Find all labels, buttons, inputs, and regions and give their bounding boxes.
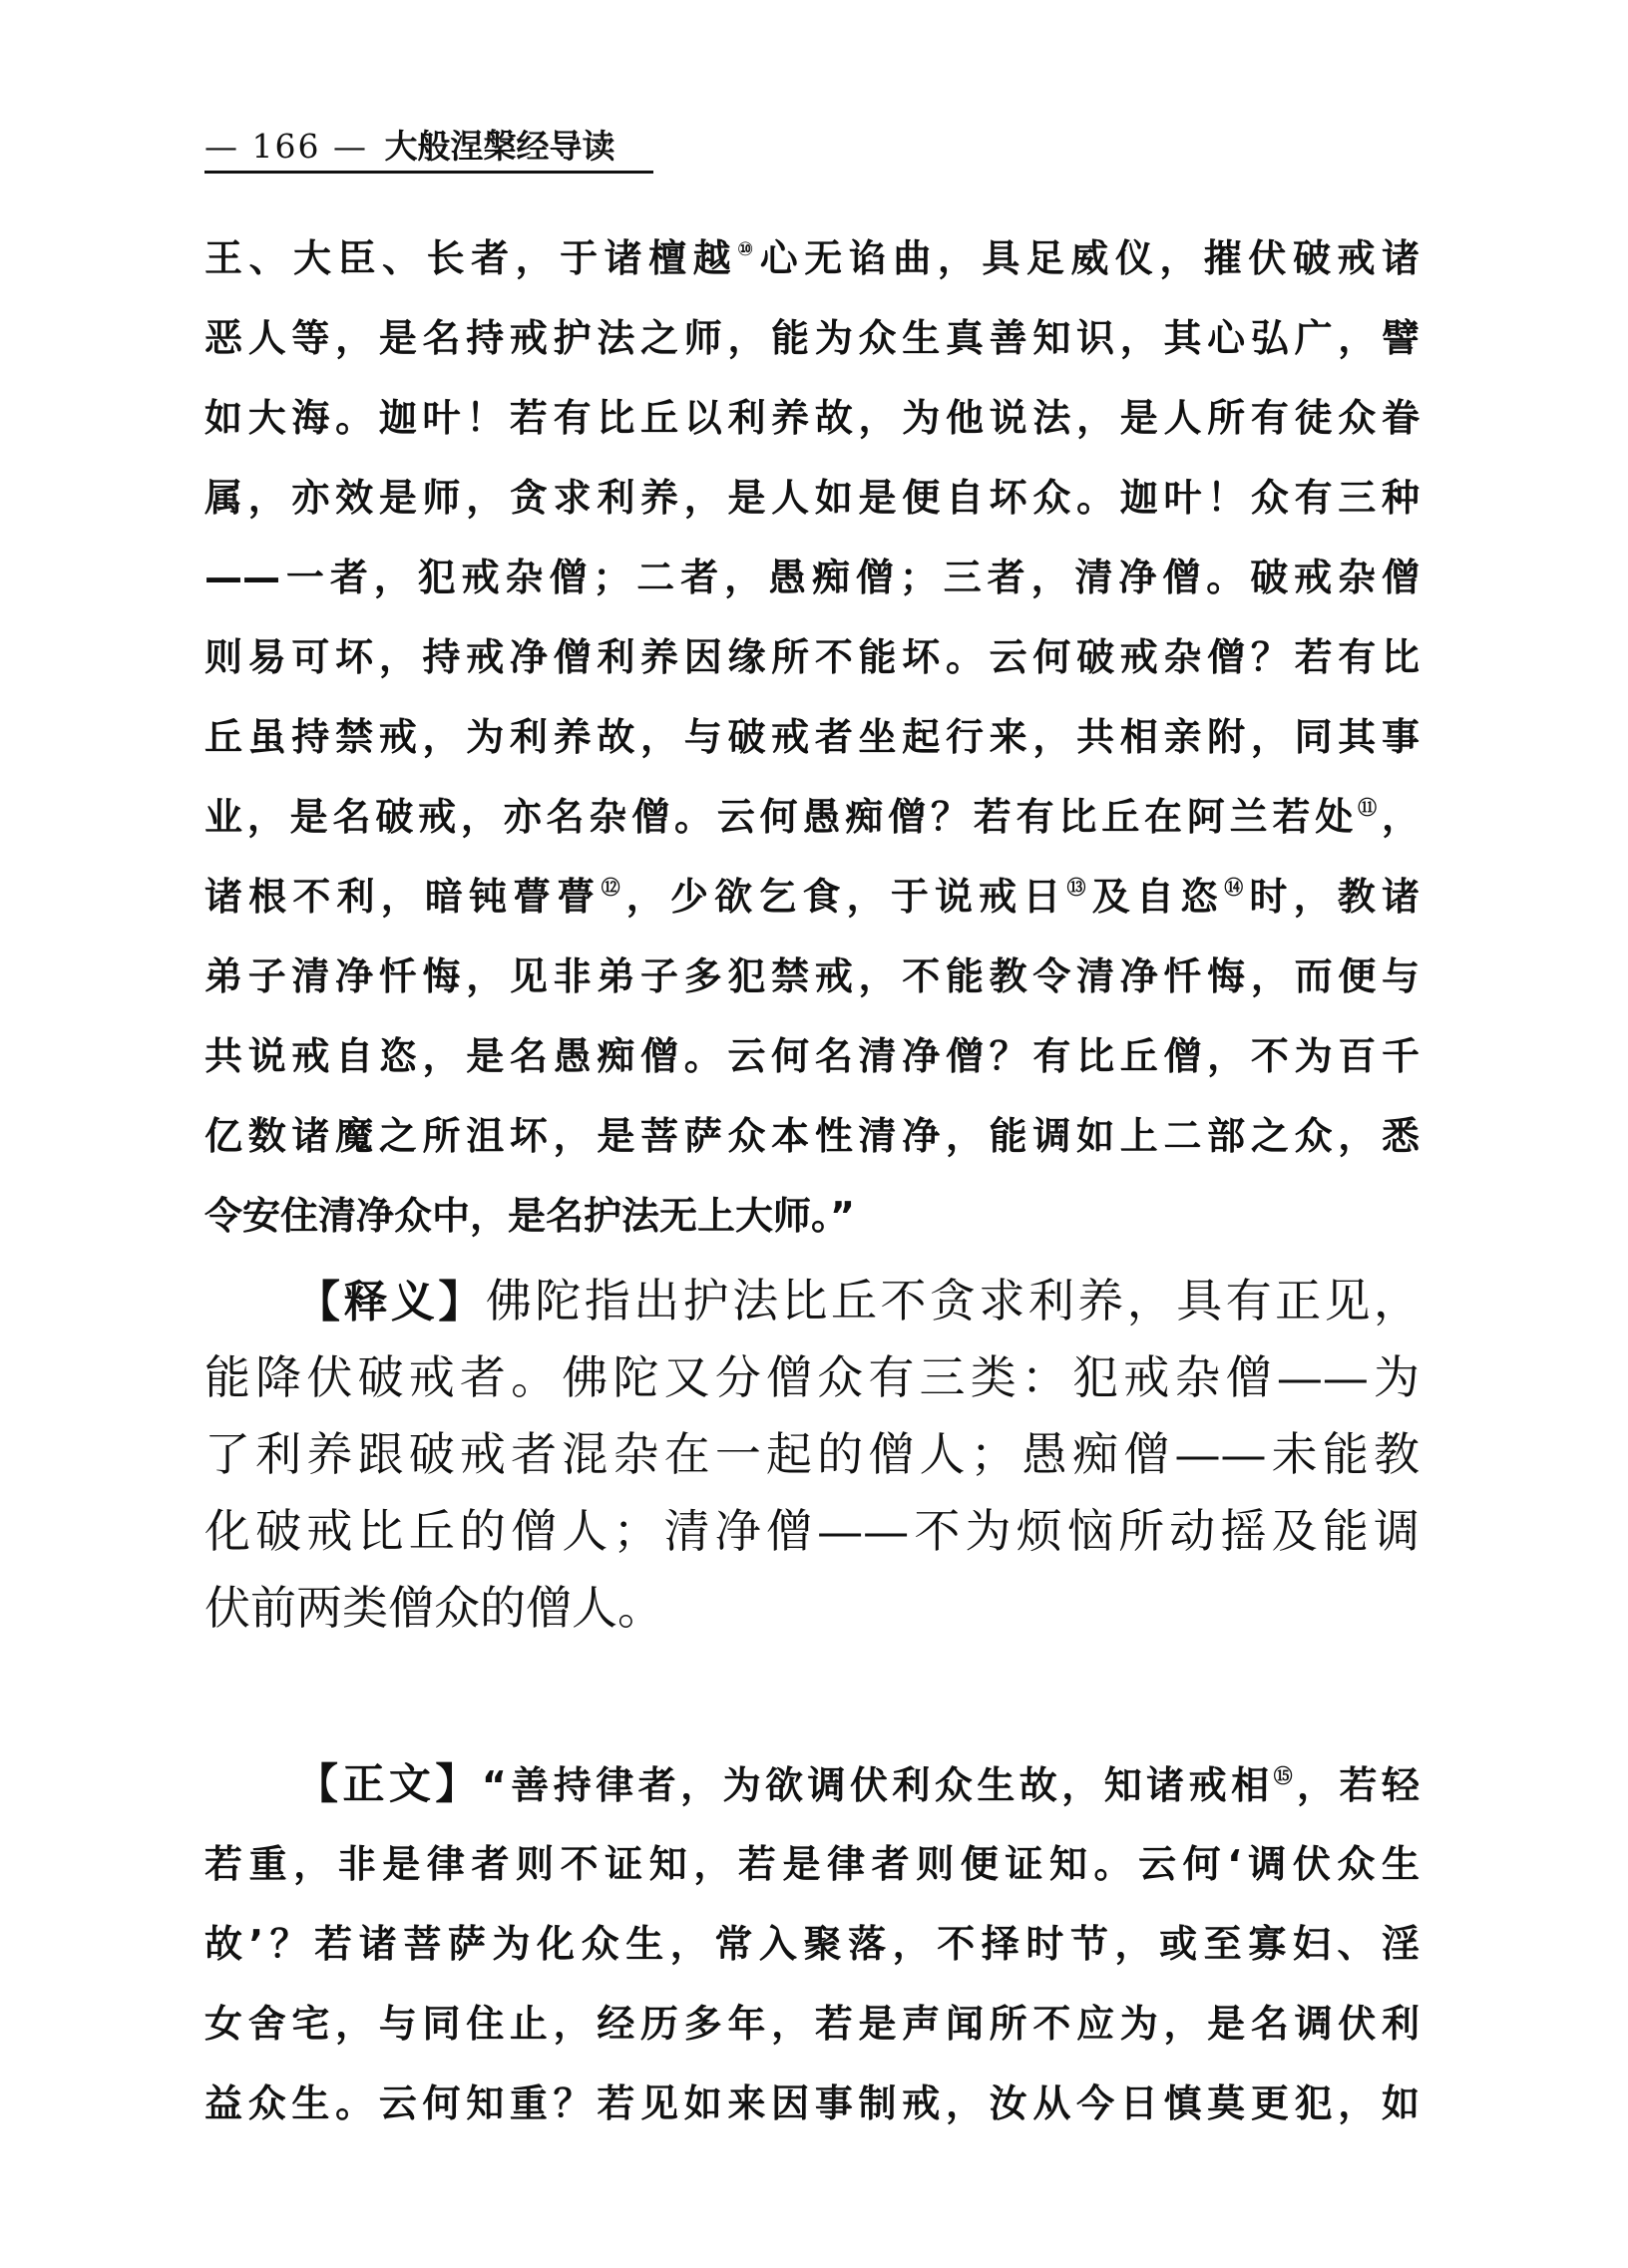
text-line: 属，亦效是师，贪求利养，是人如是便自坏众。迦叶！众有三种: [204, 476, 1420, 520]
text-line: 【正文】“善持律者，为欲调伏利众生故，知诸戒相⑮，若轻: [296, 1759, 1420, 1808]
text-line: 能降伏破戒者。佛陀又分僧众有三类：犯戒杂僧——为: [204, 1350, 1420, 1404]
section-marker: 【正文】: [296, 1759, 482, 1808]
text-line: 伏前两类僧众的僧人。: [204, 1581, 663, 1635]
text-line: 了利养跟破戒者混杂在一起的僧人；愚痴僧——未能教: [204, 1427, 1420, 1481]
scripture-passage: [204, 218, 1420, 1256]
header-rule: [204, 171, 653, 174]
text-line: 令安住清净众中，是名护法无上大师。”: [204, 1194, 855, 1238]
text-line: 亿数诸魔之所沮坏，是菩萨众本性清净，能调如上二部之众，悉: [204, 1114, 1420, 1158]
footnote-marker: ⑫: [601, 877, 626, 899]
text-line: 共说戒自恣，是名愚痴僧。云何名清净僧？有比丘僧，不为百千: [204, 1034, 1420, 1078]
book-title: 大般涅槃经导读: [384, 127, 615, 166]
text-line: 恶人等，是名持戒护法之师，能为众生真善知识，其心弘广，譬: [204, 316, 1420, 360]
running-header: [204, 125, 614, 173]
main-text-section: [204, 1744, 1420, 2143]
text-line: 丘虽持禁戒，为利养故，与破戒者坐起行来，共相亲附，同其事: [204, 715, 1420, 759]
text-line: 【释义】佛陀指出护法比丘不贪求利养，具有正见，: [296, 1274, 1420, 1327]
footnote-marker: ⑪: [1358, 797, 1382, 819]
text-line: ——一者，犯戒杂僧；二者，愚痴僧；三者，清净僧。破戒杂僧: [204, 556, 1420, 599]
text-line: 如大海。迦叶！若有比丘以利养故，为他说法，是人所有徒众眷: [204, 396, 1420, 440]
section-marker: 【释义】: [296, 1277, 486, 1327]
footnote-marker: ⑬: [1066, 877, 1092, 899]
footnote-marker: ⑭: [1224, 877, 1250, 899]
text-line: 业，是名破戒，亦名杂僧。云何愚痴僧？若有比丘在阿兰若处⑪，: [204, 795, 1420, 839]
text-line: 诸根不利，暗钝瞢瞢⑫，少欲乞食，于说戒日⑬及自恣⑭时，教诸: [204, 875, 1420, 919]
text-line: 益众生。云何知重？若见如来因事制戒，汝从今日慎莫更犯，如: [204, 2081, 1420, 2125]
text-line: 弟子清净忏悔，见非弟子多犯禁戒，不能教令清净忏悔，而便与: [204, 954, 1420, 998]
explanation-section: [204, 1263, 1420, 1647]
footnote-marker: ⑩: [737, 238, 760, 260]
footnote-marker: ⑮: [1273, 1765, 1298, 1787]
page-number: — 166 —: [204, 127, 368, 166]
text-line: 女舍宅，与同住止，经历多年，若是声闻所不应为，是名调伏利: [204, 2002, 1420, 2046]
text-line: 化破戒比丘的僧人；清净僧——不为烦恼所动摇及能调: [204, 1504, 1420, 1558]
text-line: 则易可坏，持戒净僧利养因缘所不能坏。云何破戒杂僧？若有比: [204, 635, 1420, 679]
text-line: 王、大臣、长者，于诸檀越⑩心无谄曲，具足威仪，摧伏破戒诸: [204, 236, 1420, 280]
text-line: 若重，非是律者则不证知，若是律者则便证知。云何‘调伏众生: [204, 1842, 1420, 1886]
text-line: 故’？若诸菩萨为化众生，常入聚落，不择时节，或至寡妇、淫: [204, 1922, 1420, 1966]
